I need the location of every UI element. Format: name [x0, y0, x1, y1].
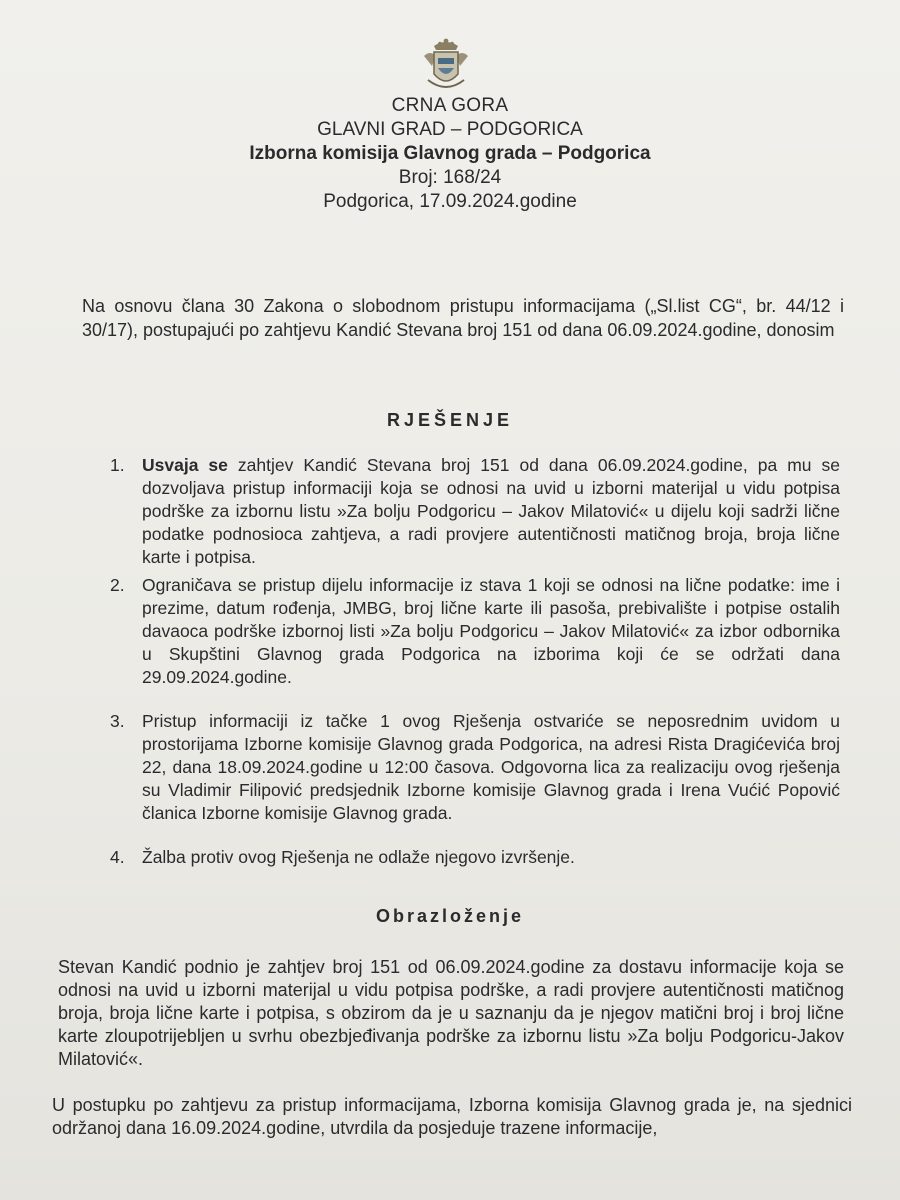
header-institution: Izborna komisija Glavnog grada – Podgorica — [249, 143, 651, 164]
item-number: 4. — [110, 847, 125, 867]
reasoning-paragraph: U postupku po zahtjevu za pristup informacijama, Izborna komisija Glavnog grada je, na sjednici održanoj dana 16.09.2024.godine, utvrdila da posjeduje trazene informacije, — [52, 1095, 852, 1138]
document-number: Broj: 168/24 — [398, 167, 502, 188]
reasoning-paragraph: Stevan Kandić podnio je zahtjev broj 151 od 06.09.2024.godine za dostavu informacije koja se odnosi na uvid u izborni materijal u vidu potpisa podrške, a radi provjere autentičnosti matičnog broja, broja lične karte i potpisa, s obzirom da je u saznanju da je njegov matični broj i broj lične karte zloupotrijebljen u svrhu obezbjeđivanja podrške za izbornu listu »Za bolju Podgoricu-Jakov Milatović«. — [58, 957, 844, 1069]
place-date: Podgorica, 17.09.2024.godine — [323, 191, 577, 212]
item-text: Žalba protiv ovog Rješenja ne odlaže njegovo izvršenje. — [142, 847, 575, 867]
header-country: CRNA GORA — [391, 95, 509, 116]
header-city: GLAVNI GRAD – PODGORICA — [317, 119, 583, 140]
intro-paragraph: Na osnovu člana 30 Zakona o slobodnom pristupu informacijama („Sl.list CG“, br. 44/12 i 30/17), postupajući po zahtjevu Kandić Stevana broj 151 od dana 06.09.2024.godine, donosim — [82, 296, 844, 340]
item-text: Usvaja se zahtjev Kandić Stevana broj 151 od dana 06.09.2024.godine, pa mu se dozvoljava pristup informaciji koja se odnosi na uvid u izborni materijal u vidu potpisa podrške za izbornu listu »Za bolju Podgoricu – Jakov Milatović« u dijelu koji sadrži lične podatke podnosioca zahtjeva, a radi provjere autentičnosti matičnog broja, broja lične karte i potpisa. — [142, 455, 840, 567]
reasoning-title: Obrazloženje — [375, 906, 525, 926]
item-bold: Usvaja se — [142, 455, 228, 475]
item-number: 2. — [110, 575, 125, 595]
coat-of-arms-icon — [420, 36, 472, 96]
item-number: 1. — [110, 455, 125, 475]
item-text: Pristup informaciji iz tačke 1 ovog Rješenja ostvariće se neposrednim uvidom u prostorijama Izborne komisije Glavnog grada Podgorica, na adresi Rista Dragićevića broj 22, dana 18.09.2024.godine u 12:00 časova. Odgovorna lica za realizaciju ovog rješenja su Vladimir Filipović predsjednik Izborne komisije Glavnog grada i Irena Vućić Popović članica Izborne komisije Glavnog grada. — [142, 711, 840, 823]
decision-title: RJEŠENJE — [386, 410, 514, 430]
item-text: Ograničava se pristup dijelu informacije iz stava 1 koji se odnosi na lične podatke: ime i prezime, datum rođenja, JMBG, broj lične karte ili pasoša, prebivalište i potpise ostalih davaoca podrške izbornoj listi »Za bolju Podgoricu – Jakov Milatović« za izbor odbornika u Skupštini Glavnog grada Podgorica na izborima koji će se održati dana 29.09.2024.godine. — [142, 575, 840, 687]
item-number: 3. — [110, 711, 125, 731]
